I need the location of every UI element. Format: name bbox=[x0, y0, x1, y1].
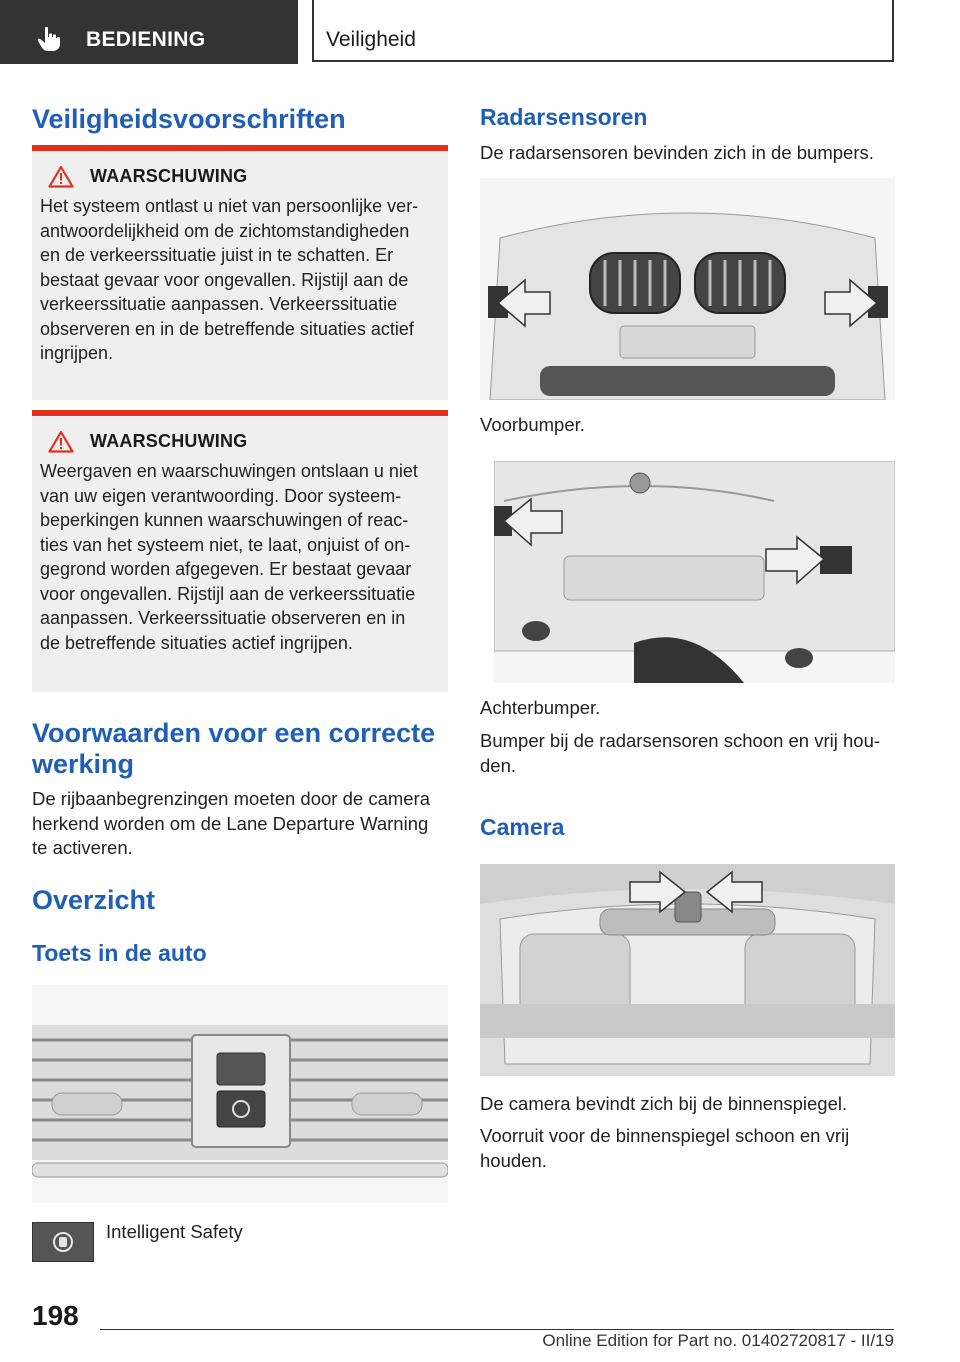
warning-line: bestaat gevaar voor ongevallen. Rijstijl aan de bbox=[40, 269, 409, 290]
heading-button-in-car: Toets in de auto bbox=[32, 940, 207, 966]
footer-edition: Online Edition for Part no. 01402720817 - II/19 bbox=[542, 1331, 894, 1350]
caption-rear-bumper: Achterbumper. bbox=[480, 697, 601, 718]
key-label: Intelligent Safety bbox=[106, 1221, 243, 1242]
warning-box-2 bbox=[32, 410, 448, 692]
dashboard-vent-illustration bbox=[32, 985, 448, 1203]
warning-line: antwoordelijkheid om de zichtomstandigheden bbox=[40, 220, 410, 241]
text-line: De rijbaanbegrenzingen moeten door de camera bbox=[32, 788, 431, 809]
warning-line: voor ongevallen. Rijstijl aan de verkeerssituatie bbox=[40, 583, 416, 604]
warning-line: Weergaven en waarschuwingen ontslaan u niet bbox=[40, 461, 418, 481]
warning-line: ingrijpen. bbox=[40, 343, 114, 363]
text-line: Bumper bij de radarsensoren schoon en vrij hou- bbox=[480, 730, 881, 751]
warning-line: en de verkeerssituatie juist in te schatten. Er bbox=[40, 245, 394, 265]
heading-line: Voorwaarden voor een correcte bbox=[32, 718, 436, 748]
text-line: herkend worden om de Lane Departure Warning bbox=[32, 812, 429, 834]
header-page-title: Veiligheid bbox=[326, 28, 416, 51]
heading-overview: Overzicht bbox=[32, 885, 156, 915]
warning-label: WAARSCHUWING bbox=[90, 166, 248, 186]
figure-button-in-car bbox=[32, 985, 448, 1203]
warning-line: aanpassen. Verkeerssituatie observeren en in bbox=[40, 608, 406, 628]
warning-line: ties van het systeem niet, te laat, onjuist of on- bbox=[40, 534, 411, 555]
text-line: houden. bbox=[480, 1149, 547, 1171]
text-line: den. bbox=[480, 754, 517, 776]
warning-box-1 bbox=[32, 145, 448, 400]
windshield-camera-illustration bbox=[480, 864, 895, 1076]
text-line: Voorruit voor de binnenspiegel schoon en vrij bbox=[480, 1125, 850, 1146]
front-bumper-illustration bbox=[480, 178, 895, 400]
heading-conditions bbox=[32, 718, 435, 780]
header-section-label: BEDIENING bbox=[86, 28, 206, 51]
bumper-instruction bbox=[480, 729, 895, 778]
radar-intro: De radarsensoren bevinden zich in de bumpers. bbox=[480, 142, 874, 163]
warning-label: WAARSCHUWING bbox=[90, 431, 248, 451]
text-line: te activeren. bbox=[32, 837, 133, 858]
heading-radar-sensors: Radarsensoren bbox=[480, 104, 648, 130]
rear-bumper-illustration bbox=[494, 461, 895, 683]
warning-line: van uw eigen verantwoording. Door systeem- bbox=[40, 485, 402, 506]
warning-text-1 bbox=[40, 194, 438, 366]
warning-line: verkeerssituatie aanpassen. Verkeerssituatie bbox=[40, 294, 398, 314]
heading-safety-rules: Veiligheidsvoorschriften bbox=[32, 104, 346, 134]
warning-triangle-icon bbox=[48, 430, 74, 453]
figure-camera bbox=[480, 864, 895, 1076]
figure-rear-bumper bbox=[494, 461, 895, 683]
intelligent-safety-button-icon bbox=[32, 1222, 94, 1262]
warning-line: Het systeem ontlast u niet van persoonlijke ver- bbox=[40, 196, 419, 216]
warning-line: observeren en in de betreffende situaties actief bbox=[40, 318, 414, 339]
warning-triangle-icon bbox=[48, 165, 74, 188]
camera-location-text: De camera bevindt zich bij de binnenspiegel. bbox=[480, 1093, 848, 1114]
footer-divider bbox=[100, 1329, 894, 1330]
figure-front-bumper bbox=[480, 178, 895, 400]
heading-camera: Camera bbox=[480, 814, 565, 840]
caption-front-bumper: Voorbumper. bbox=[480, 414, 585, 435]
camera-instruction bbox=[480, 1124, 895, 1173]
safety-key-symbol bbox=[33, 1223, 93, 1261]
warning-text-2 bbox=[40, 459, 438, 655]
page-number: 198 bbox=[32, 1300, 79, 1331]
hand-pointer-icon bbox=[36, 26, 62, 52]
warning-line: de betreffende situaties actief ingrijpen. bbox=[40, 632, 353, 653]
heading-line: werking bbox=[32, 749, 135, 779]
conditions-text bbox=[32, 787, 448, 861]
warning-line: gegrond worden afgegeven. Er bestaat gevaar bbox=[40, 559, 412, 579]
warning-line: beperkingen kunnen waarschuwingen of reac- bbox=[40, 510, 409, 530]
